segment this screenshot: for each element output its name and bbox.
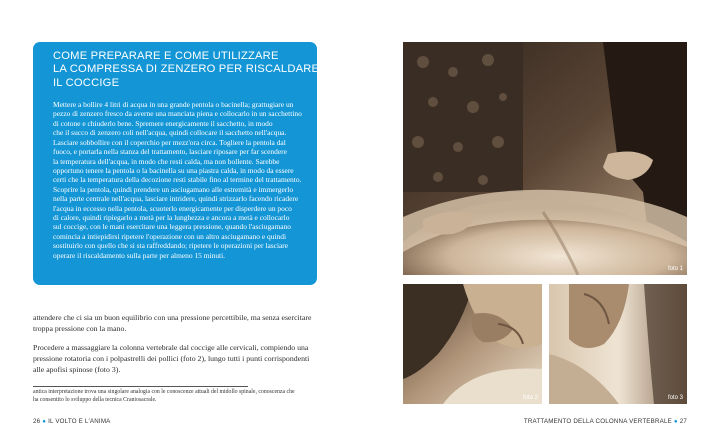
box-text-line: di cotone e chiuderlo bene. Spremere energicamente il sacchetto, in modo (53, 118, 273, 128)
paragraph-line: pressione rotatoria con i polpastrelli dei pollici (foto 2), lungo tutti i punti corrispondenti (33, 353, 310, 363)
box-title (53, 50, 320, 90)
footnote-divider (33, 386, 248, 387)
photo-caption: foto 2 (522, 395, 538, 401)
footer-bullet-icon: ● (673, 418, 678, 425)
box-text-line: nella parte centrale nell'acqua, lasciare intridere, quindi strizzarlo facendo ricadere (53, 194, 299, 204)
paragraph-pressure (33, 313, 323, 335)
box-text-line: Scoprire la pentola, quindi prendere un asciugamano alle estremità e immergerlo (53, 184, 294, 194)
ginger-compress-box (33, 42, 320, 285)
photo-back-massage (403, 42, 687, 275)
photo-1-image (403, 42, 687, 275)
paragraph-line: alle apofisi spinose (foto 3). (33, 364, 121, 374)
box-text-line: certi che la temperatura della decozione resti stabile fino al termine del trattamento. (53, 175, 302, 185)
page-number-right: 27 (679, 418, 687, 425)
box-text (53, 100, 305, 260)
box-title-line: IL COCCIGE (53, 76, 120, 89)
box-text-line: pezzo di zenzero fresco da averne una manciata piena e collocarlo in un sacchettino (53, 109, 302, 119)
footnote (33, 389, 323, 404)
paragraph-line: Procedere a massaggiare la colonna vertebrale dal coccige alle cervicali, compiendo una (33, 343, 309, 352)
box-text-line: di calore, quindi ripiegarlo a metà per la lunghezza e ancora a metà e collocarlo (53, 213, 290, 223)
box-text-line: la temperatura dell'acqua, in modo che resti calda, ma non bollente. Sarebbe (53, 156, 280, 166)
photo-spinous-processes (549, 284, 687, 404)
box-text-line: che il succo di zenzero coli nell'acqua, quindi collocare il sacchetto nell'acqua. (53, 128, 287, 138)
footer-left (33, 418, 111, 425)
photo-2-image (403, 284, 542, 404)
book-title: IL VOLTO E L'ANIMA (48, 418, 111, 425)
box-text-line: sostituirlo con quello che si sta raffreddando; ripetere le operazioni per lasciare (53, 241, 289, 251)
chapter-title: TRATTAMENTO DELLA COLONNA VERTEBRALE (523, 418, 672, 425)
box-text-line: sul coccige, con le mani esercitare una leggera pressione, quando l'asciugamano (53, 222, 292, 232)
box-title-line: COME PREPARARE E COME UTILIZZARE (53, 50, 279, 62)
photo-thumb-pressure (403, 284, 542, 404)
box-text-line: Lasciare sobbollire con il coperchio per mezz'ora circa. Togliere la pentola dal (53, 137, 286, 147)
box-text-line: operare il riscaldamento sulla parte per almeno 15 minuti. (53, 250, 226, 260)
page-number-left: 26 (33, 418, 41, 425)
box-text-line: l'acqua in eccesso nella pentola, scuoterlo energicamente per disperdere un poco (53, 203, 292, 213)
footer-right (524, 418, 687, 425)
photo-3-image (549, 284, 687, 404)
box-text-line: opportuno tenere la pentola o la bacinella su una piastra calda, in modo da essere (53, 165, 294, 175)
box-body (39, 97, 311, 279)
paragraph-line: troppa pressione con la mano. (33, 323, 127, 333)
box-text-line: Mettere a bollire 4 litri di acqua in una grande pentola o bacinella; grattugiare un (53, 100, 294, 109)
paragraph-massage (33, 343, 323, 375)
photo-caption: foto 3 (667, 395, 683, 401)
footnote-line: ha consentito lo sviluppo della tecnica Craniosacrale. (33, 396, 157, 403)
photo-caption: foto 1 (667, 266, 683, 272)
box-text-line: fuoco, e portarla nella stanza del trattamento, lasciare riposare per far scendere (53, 147, 287, 157)
box-title-line: LA COMPRESSA DI ZENZERO PER RISCALDARE (53, 63, 320, 76)
footnote-line: antica interpretazione trova una singolare analogia con le conoscenze attuali del midollo spinale, conoscenza che (33, 389, 295, 395)
footer-bullet-icon: ● (42, 418, 47, 425)
paragraph-line: attendere che ci sia un buon equilibrio con una pressione percettibile, ma senza esercitare (33, 313, 312, 322)
box-text-line: comincia a intiepidirsi ripetere l'operazione con un altro asciugamano e quindi (53, 231, 287, 241)
